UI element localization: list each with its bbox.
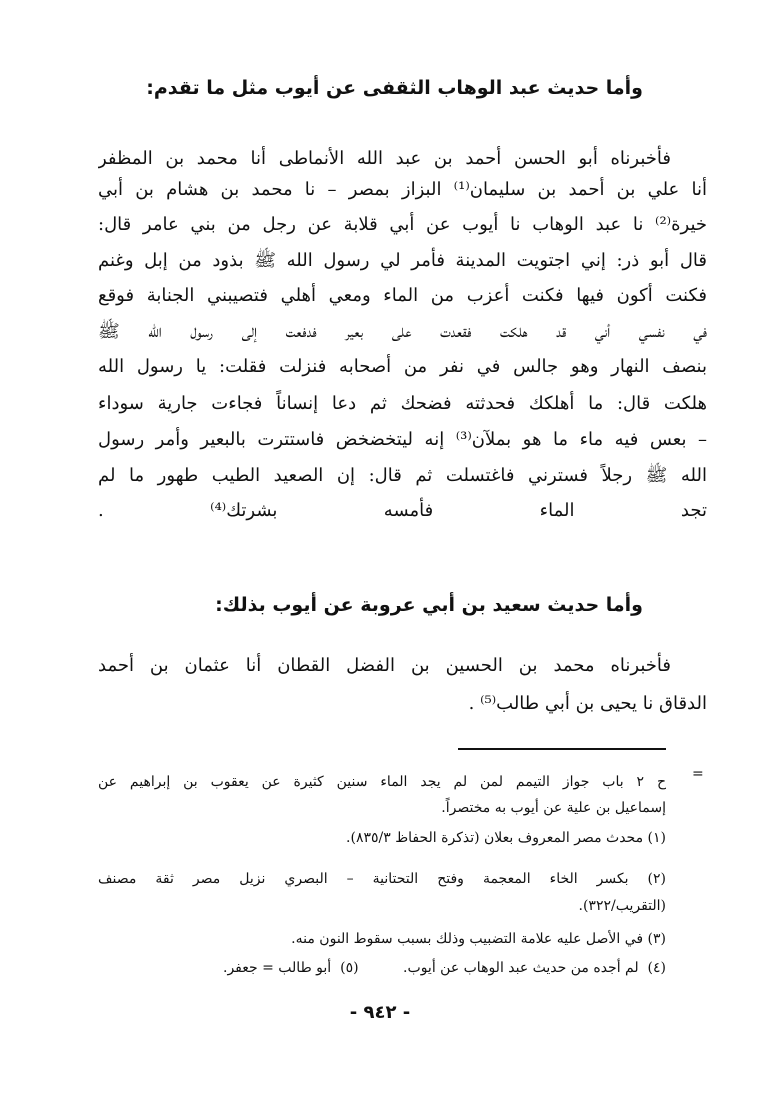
footnote-continued-line-2: إسماعيل بن علية عن أيوب به مختصراً.: [441, 800, 666, 816]
footnote-4-and-5: (٤) لم أجده من حديث عبد الوهاب عن أيوب. (٥) أبو طالب = جعفر.: [223, 960, 666, 976]
paragraph-1-line-9: – بعس فيه ماء ما هو بملآن⁽³⁾ إنه ليتخضخض فاستترت بالبعير وأمر رسول: [98, 429, 707, 450]
paragraph-2-line-2: الدقاق نا يحيى بن أبي طالب⁽⁵⁾ .: [468, 693, 707, 714]
section-heading-abd-al-wahhab: وأما حديث عبد الوهاب الثقفى عن أيوب مثل ما تقدم:: [146, 77, 643, 99]
footnote-continuation-mark: =: [692, 766, 704, 782]
paragraph-1-line-3: خيرة⁽²⁾ نا عبد الوهاب نا أيوب عن أبي قلابة عن رجل من بني عامر قال:: [98, 214, 707, 235]
paragraph-1-line-2: أنا علي بن أحمد بن سليمان⁽¹⁾ البزاز بمصر – نا محمد بن هشام بن أبي: [98, 179, 707, 200]
footnote-2-line-2: (التقريب/٣٢٢).: [578, 898, 666, 914]
paragraph-1-line-5: فكنت أكون فيها فكنت أعزب من الماء ومعي أهلي فتصيبني الجنابة فوقع: [98, 285, 707, 306]
footnote-continued-line-1: ح ٢ باب جواز التيمم لمن لم يجد الماء سنين كثيرة عن يعقوب بن إبراهيم عن: [98, 774, 666, 790]
section-heading-said-ibn-abi-aruba: وأما حديث سعيد بن أبي عروبة عن أيوب بذلك:: [215, 594, 643, 616]
paragraph-1-line-4: قال أبو ذر: إني اجتويت المدينة فأمر لي رسول الله ﷺ بذود من إبل وغنم: [98, 250, 707, 271]
footnote-3: (٣) في الأصل عليه علامة التضبيب وذلك بسبب سقوط النون منه.: [291, 931, 666, 947]
paragraph-2-line-1: فأخبرناه محمد بن الحسين بن الفضل القطان أنا عثمان بن أحمد: [98, 655, 671, 676]
footnote-separator: [458, 748, 666, 750]
paragraph-1-line-6: في نفسي أني قد هلكت فقعدت على بعير فدفعت إلى رسول الله ﷺ: [98, 321, 707, 342]
paragraph-1-line-10: الله ﷺ رجلاً فسترني فاغتسلت ثم قال: إن الصعيد الطيب طهور ما لم: [98, 465, 707, 486]
paragraph-1-line-1: فأخبرناه أبو الحسن أحمد بن عبد الله الأنماطى أنا محمد بن المظفر: [98, 148, 671, 169]
footnote-2-line-1: (٢) بكسر الخاء المعجمة وفتح التحتانية – البصري نزيل مصر ثقة مصنف: [98, 871, 666, 887]
paragraph-1-line-7: بنصف النهار وهو جالس في نفر من أصحابه فنزلت فقلت: يا رسول الله: [98, 356, 707, 377]
paragraph-1-line-8: هلكت قال: ما أهلكك فحدثته فضحك ثم دعا إنساناً فجاءت جارية سوداء: [98, 393, 707, 414]
page-number: - ٩٤٢ -: [349, 1002, 411, 1023]
paragraph-1-line-11: تجد الماء فأمسه بشرتك⁽⁴⁾ .: [98, 500, 707, 521]
footnote-1: (١) محدث مصر المعروف بعلان (تذكرة الحفاظ ٨٣٥/٣).: [346, 830, 666, 846]
